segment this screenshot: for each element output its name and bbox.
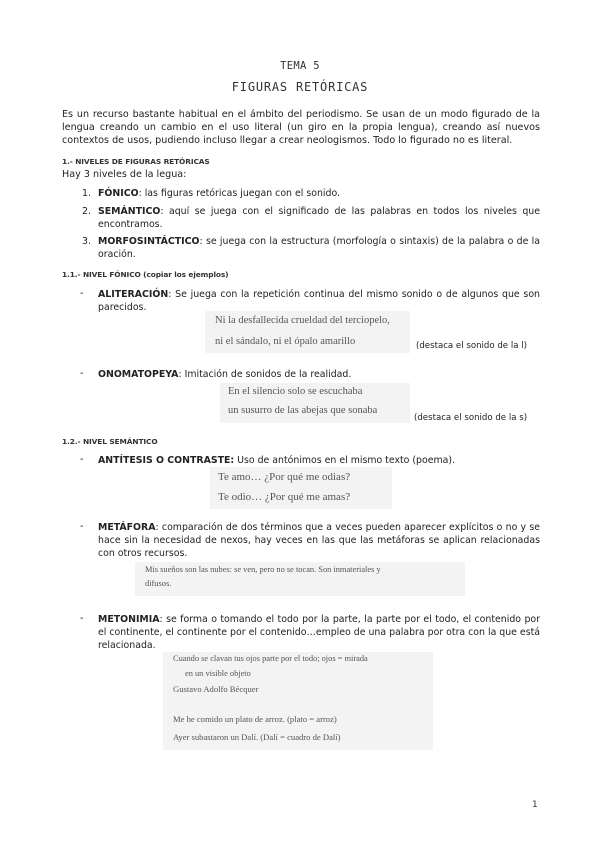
level-number: 3. — [82, 236, 91, 247]
example-image-onomatopeya — [220, 383, 410, 423]
page-title: FIGURAS RETÓRICAS — [231, 80, 369, 94]
example-note: (destaca el sonido de la l) — [416, 341, 527, 351]
list-dash: - — [80, 521, 84, 532]
topic-number: TEMA 5 — [280, 60, 320, 72]
list-dash: - — [80, 288, 84, 299]
example-image-antitesis — [210, 467, 392, 509]
item-term: ONOMATOPEYA — [98, 369, 179, 380]
list-item-antitesis — [98, 454, 540, 467]
intro-paragraph: Es un recurso bastante habitual en el ámbito del periodismo. Se usan de un modo figurado de la lengua creando un cambio en el uso literal (un giro en la propia lengua), creando así nuevos contextos de usos, pudiendo incluso llegar a crear neologismos. Todo lo figurado no es literal. — [62, 109, 540, 146]
level-number: 1. — [82, 188, 91, 199]
page-number: 1 — [532, 800, 538, 810]
section-heading-semantico: 1.2.- NIVEL SEMÁNTICO — [62, 437, 158, 446]
example-line: Ni la desfallecida crueldad del terciopelo, — [215, 315, 390, 326]
item-term: METONIMIA — [98, 614, 160, 625]
item-text: : comparación de dos términos que a veces pueden aparecer explícitos o no y se hace sin la necesidad de nexos, hay veces en las que las metáforas se aplican relacionadas con otros recursos. — [98, 522, 540, 559]
example-image-metafora — [135, 562, 465, 596]
list-dash: - — [80, 454, 84, 465]
example-line: en un visible objeto — [185, 669, 251, 678]
example-line: Me he comido un plato de arroz. (plato = arroz) — [173, 714, 337, 724]
list-dash: - — [80, 368, 84, 379]
example-note: (destaca el sonido de la s) — [414, 413, 528, 423]
example-line: difusos. — [145, 579, 172, 588]
item-term: METÁFORA — [98, 522, 156, 533]
list-item-onomatopeya — [98, 368, 540, 381]
level-text: : aquí se juega con el significado de las palabras en todos los niveles que encontramos. — [98, 206, 540, 230]
levels-lead: Hay 3 niveles de la legua: — [62, 169, 187, 180]
item-text: : Imitación de sonidos de la realidad. — [178, 369, 352, 380]
example-image-metonimia — [163, 652, 433, 750]
example-line: Te amo… ¿Por qué me odias? — [218, 471, 351, 483]
example-line: ni el sándalo, ni el ópalo amarillo — [215, 336, 356, 347]
list-item-metafora — [98, 521, 540, 560]
item-text: Uso de antónimos en el mismo texto (poema). — [234, 455, 456, 466]
level-term: SEMÁNTICO — [98, 206, 161, 217]
example-line: un susurro de las abejas que sonaba — [228, 405, 378, 416]
section-heading-levels: 1.- NIVELES DE FIGURAS RETÓRICAS — [62, 157, 210, 166]
level-item-morfosintactico — [98, 235, 540, 261]
list-item-metonimia — [98, 613, 540, 652]
list-dash: - — [80, 613, 84, 624]
item-term: ANTÍTESIS O CONTRASTE: — [98, 455, 235, 466]
item-term: ALITERACIÓN — [98, 289, 169, 300]
example-line: Mis sueños son las nubes: se ven, pero no se tocan. Son inmateriales y — [145, 565, 381, 574]
level-term: FÓNICO — [98, 188, 139, 199]
item-text: : Se juega con la repetición continua del mismo sonido o de algunos que son parecidos. — [98, 289, 540, 313]
example-line: Ayer subastaron un Dalí. (Dalí = cuadro de Dalí) — [173, 732, 341, 742]
level-number: 2. — [82, 206, 91, 217]
example-image-aliteracion — [205, 311, 410, 353]
example-line: Gustavo Adolfo Bécquer — [173, 684, 259, 694]
level-term: MORFOSINTÁCTICO — [98, 236, 200, 247]
level-item-semantico — [98, 205, 540, 231]
section-heading-fonico: 1.1.- NIVEL FÓNICO (copiar los ejemplos) — [62, 270, 229, 279]
level-text: : las figuras retóricas juegan con el sonido. — [138, 188, 340, 199]
example-line: Cuando se clavan tus ojos parte por el todo; ojos = mirada — [173, 654, 368, 663]
example-line: En el silencio solo se escuchaba — [228, 386, 363, 397]
example-line: Te odio… ¿Por qué me amas? — [218, 491, 351, 503]
level-item-fonico — [98, 187, 540, 200]
level-text: : se juega con la estructura (morfología o sintaxis) de la palabra o de la oración. — [98, 236, 540, 260]
item-text: : se forma o tomando el todo por la parte, la parte por el todo, el contenido por el continente, el continente por el contenido…empleo de una palabra por otra con la que está relacionada. — [98, 614, 541, 651]
